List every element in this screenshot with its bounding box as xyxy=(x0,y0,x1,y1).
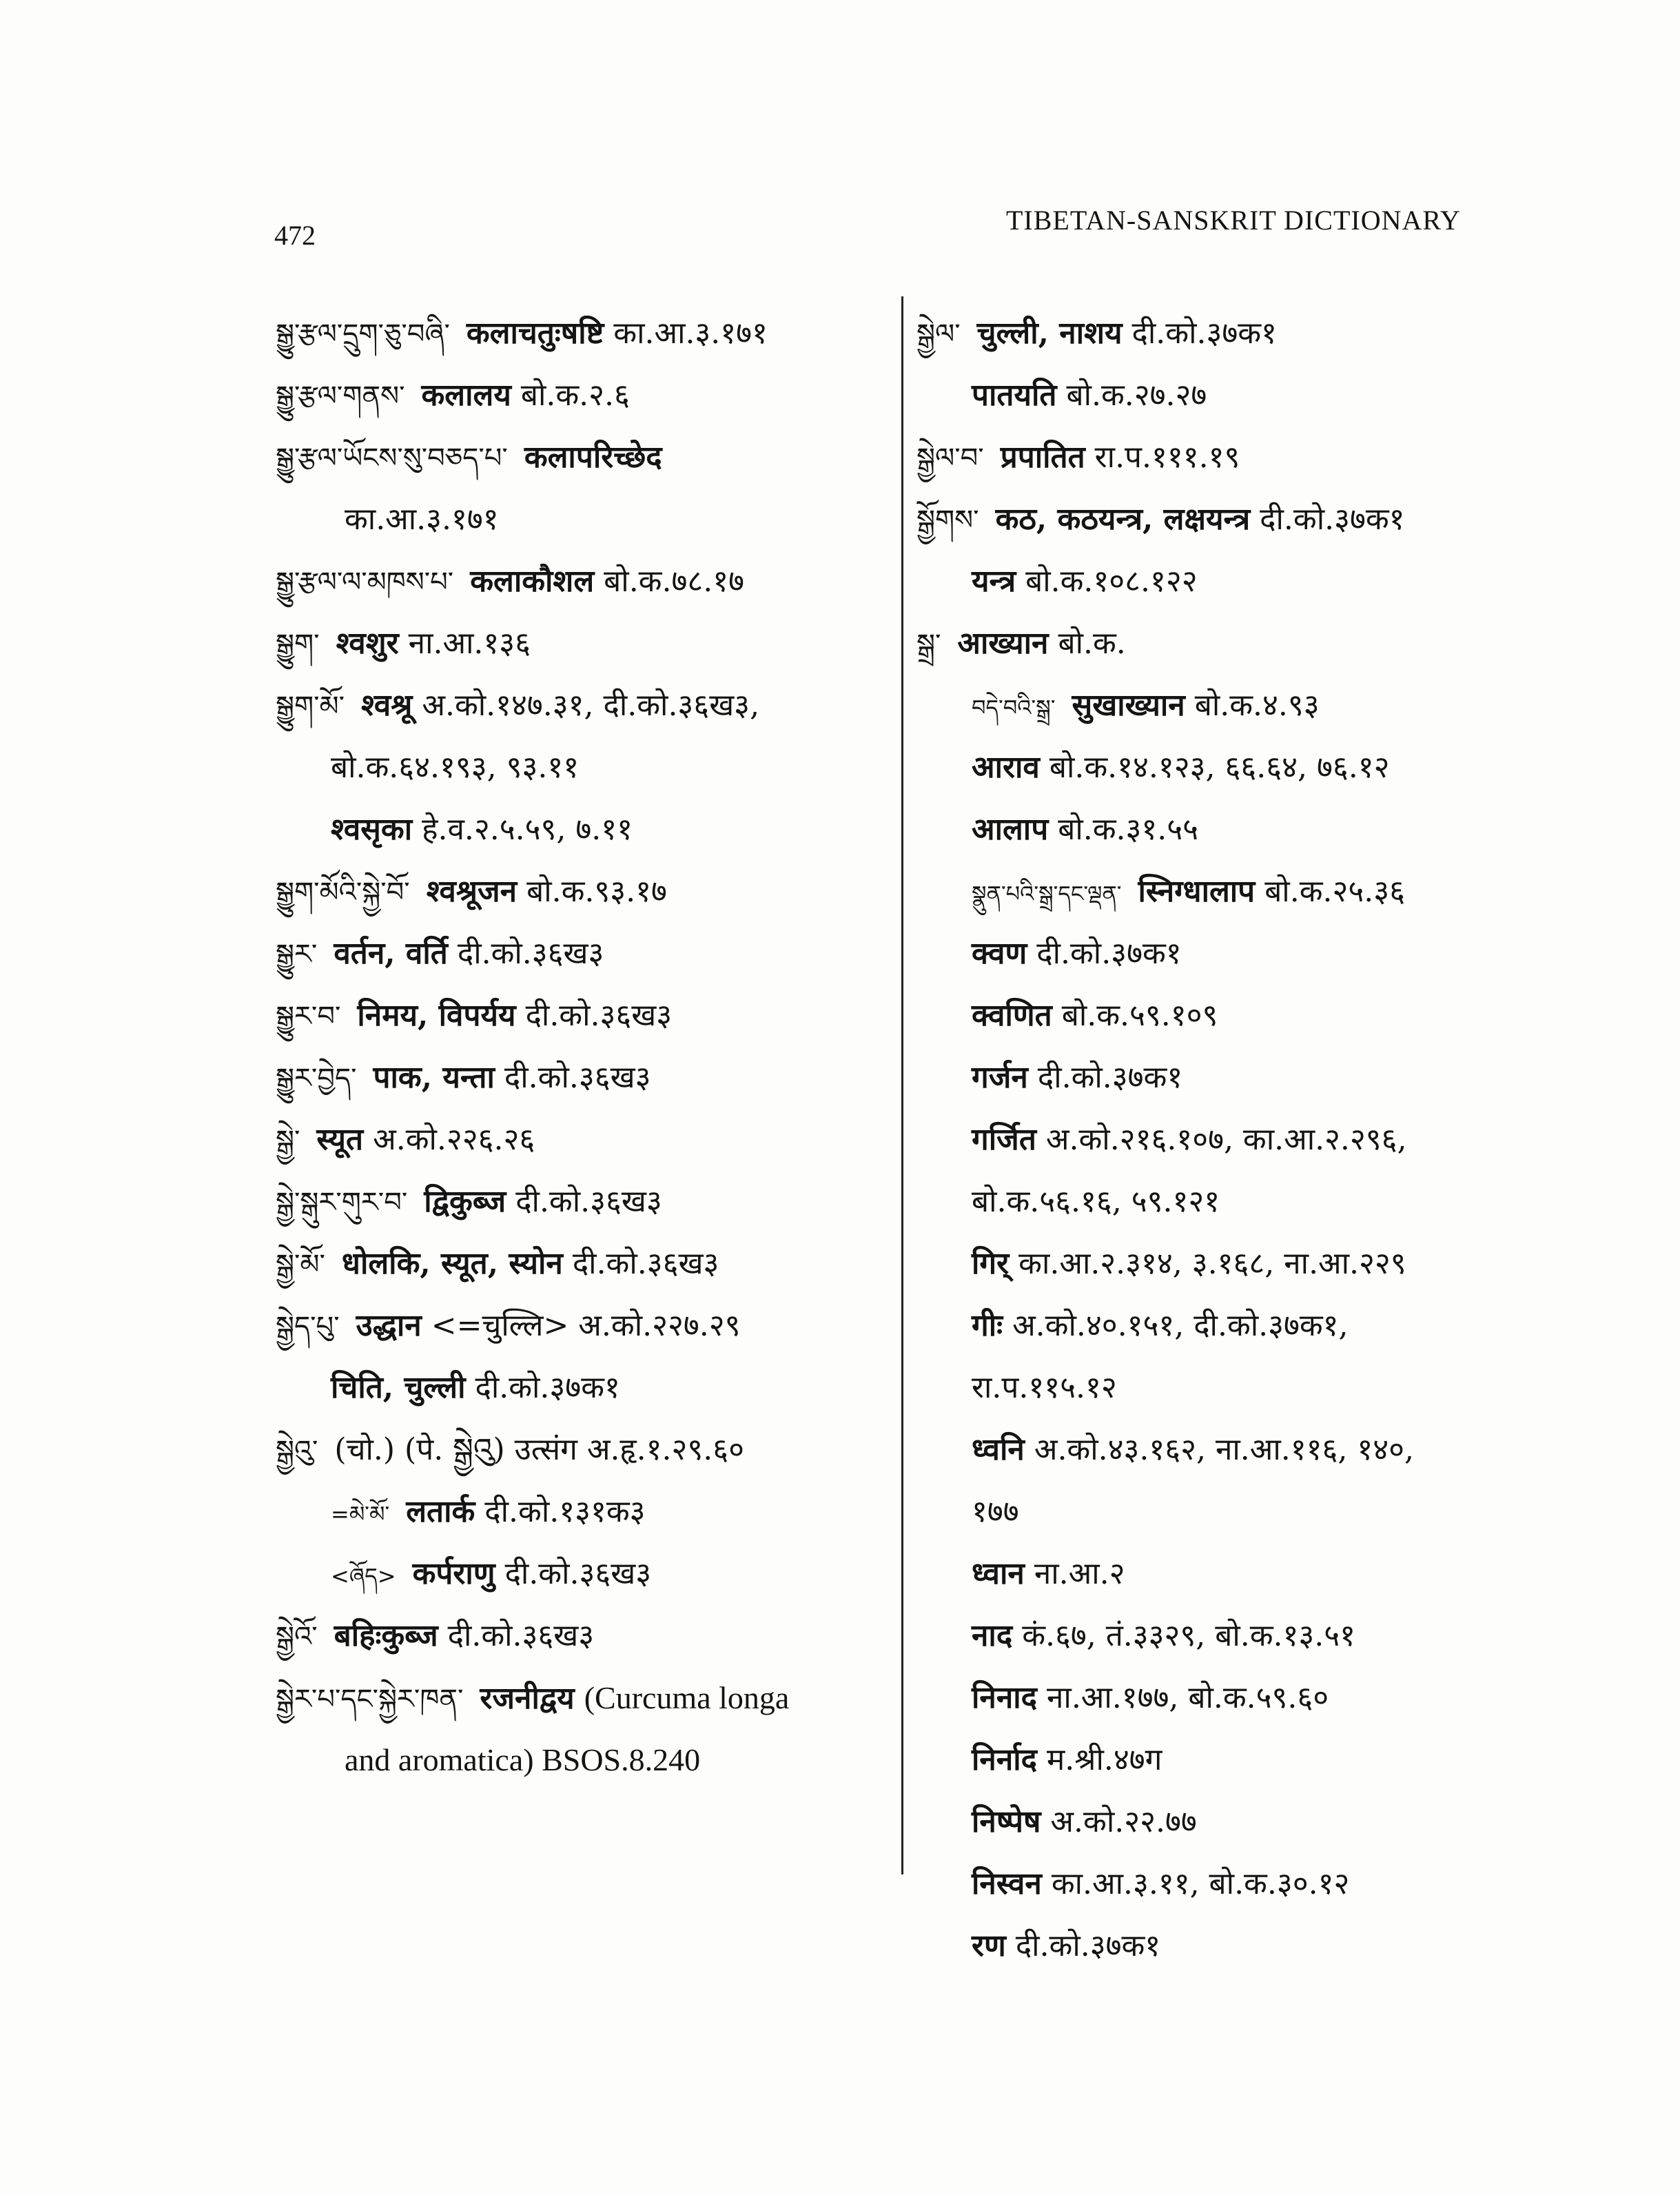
tibetan-headword: སྒྱེ་ xyxy=(276,1125,300,1156)
reference: <=चुल्लि> अ.को.२२७.२९ xyxy=(431,1308,741,1343)
sanskrit-term: उद्धान xyxy=(356,1308,422,1343)
entry-line xyxy=(276,1119,882,1181)
tibetan-headword: སྒྱེའོ་ xyxy=(276,1621,318,1653)
entry-line xyxy=(916,1491,1537,1553)
reference: हे.व.२.५.५९, ७.११ xyxy=(422,812,633,847)
entry-line xyxy=(276,499,882,561)
reference: म.श्री.४७ग xyxy=(1047,1742,1162,1777)
reference: दी.को.३६ख३ xyxy=(447,1618,595,1653)
entry-line xyxy=(276,1305,882,1367)
sanskrit-term: चुल्ली, नाशय xyxy=(976,316,1123,351)
reference: दी.को.३७क१ xyxy=(475,1370,620,1405)
reference: अ.को.२२.७७ xyxy=(1050,1804,1197,1839)
reference: बो.क.१०८.१२२ xyxy=(1025,564,1198,599)
reference: and aromatica) BSOS.8.240 xyxy=(345,1742,701,1777)
reference: बो.क.७८.१७ xyxy=(604,564,744,599)
sanskrit-term: यन्त्र xyxy=(972,564,1016,599)
reference: अ.को.२२६.२६ xyxy=(373,1122,535,1157)
tibetan-headword: སྒྲ་ xyxy=(916,629,941,660)
entry-line xyxy=(916,1677,1537,1739)
sanskrit-term: निमय, विपर्यय xyxy=(357,998,516,1033)
reference: बो.क. xyxy=(1058,626,1126,661)
reference: बो.क.९३.१७ xyxy=(526,874,667,909)
tibetan-headword: སྒྱུ་རྩལ་དྲུག་ཅུ་བཞི་ xyxy=(276,318,450,350)
tibetan-headword: སྒྱུར་ xyxy=(276,939,318,970)
reference: कं.६७, तं.३३२९, बो.क.१३.५१ xyxy=(1022,1618,1356,1653)
reference: दी.को.३७क१ xyxy=(1015,1928,1161,1963)
tibetan-headword: སྒྱེ་སྒུར་གུར་བ་ xyxy=(276,1187,408,1218)
entry-line xyxy=(276,809,882,871)
entry-line xyxy=(276,1739,882,1801)
entry-line xyxy=(276,437,882,499)
entry-line xyxy=(916,1863,1537,1925)
reference: दी.को.३७क१ xyxy=(1037,1060,1183,1095)
sanskrit-term: बहिःकुब्ज xyxy=(334,1618,438,1653)
sanskrit-term: गर्जित xyxy=(972,1122,1036,1157)
sanskrit-term: आख्यान xyxy=(957,626,1049,661)
sanskrit-term: निष्पेष xyxy=(972,1804,1041,1839)
reference: (Curcuma longa xyxy=(584,1680,790,1715)
running-title: TIBETAN-SANSKRIT DICTIONARY xyxy=(1006,205,1461,236)
sanskrit-term: गीः xyxy=(972,1308,1003,1343)
reference: बो.क.२.६ xyxy=(520,378,630,413)
entry-line xyxy=(916,1181,1537,1243)
entry-line xyxy=(916,437,1537,499)
reference: का.आ.३.१७१ xyxy=(613,316,768,351)
sanskrit-term: नाद xyxy=(972,1618,1013,1653)
tibetan-headword: སྒྱོགས་ xyxy=(916,504,979,536)
sanskrit-term: क्वणित xyxy=(972,998,1052,1033)
sanskrit-term: रजनीद्वय xyxy=(480,1681,575,1716)
sanskrit-term: पाक, यन्ता xyxy=(373,1060,495,1095)
entry-line xyxy=(916,313,1537,375)
reference: अ.को.१४७.३१, दी.को.३६ख३, xyxy=(422,688,760,723)
tibetan-headword: སྒྱེའུ་ xyxy=(276,1435,318,1467)
sanskrit-term: द्विकुब्ज xyxy=(424,1184,506,1219)
reference: ना.आ.२ xyxy=(1034,1556,1125,1591)
reference: बो.क.६४.१९३, ९३.११ xyxy=(331,750,580,785)
entry-line xyxy=(276,1553,882,1615)
entry-line xyxy=(916,1367,1537,1429)
sanskrit-term: श्वसृका xyxy=(331,812,413,847)
left-column xyxy=(276,313,882,1801)
sanskrit-term: आलाप xyxy=(972,812,1049,847)
sanskrit-term: कर्पराणु xyxy=(412,1556,495,1591)
reference: बो.क.२७.२७ xyxy=(1066,378,1207,413)
tibetan-headword: སྒྱེ་མོ་ xyxy=(276,1249,325,1280)
reference: अ.को.४०.१५१, दी.को.३७क१, xyxy=(1012,1308,1349,1343)
sanskrit-term: क्वण xyxy=(972,936,1027,971)
sanskrit-term: गिर् xyxy=(972,1246,1010,1281)
sanskrit-term: कलाकौशल xyxy=(470,564,595,599)
right-column xyxy=(916,313,1537,1987)
sanskrit-term: लतार्क xyxy=(406,1494,475,1529)
entry-line xyxy=(916,1305,1537,1367)
entry-line xyxy=(276,995,882,1057)
reference: बो.क.५९.१०९ xyxy=(1061,998,1218,1033)
reference: रा.प.१११.१९ xyxy=(1094,440,1240,475)
tibetan-headword: སྒྱེད་པུ་ xyxy=(276,1311,340,1342)
sanskrit-term: गर्जन xyxy=(972,1060,1028,1095)
reference: अ.को.४३.१६२, ना.आ.११६, १४०, xyxy=(1034,1432,1414,1467)
sanskrit-term: निर्नाद xyxy=(972,1742,1037,1777)
entry-line xyxy=(916,1429,1537,1491)
reference: दी.को.३७क१ xyxy=(1260,502,1405,537)
entry-line xyxy=(276,1057,882,1119)
tibetan-headword: སྒྱུག་མོའི་སྐྱེ་བོ་ xyxy=(276,877,410,908)
sanskrit-term: निस्वन xyxy=(972,1866,1042,1901)
reference: दी.को.३७क१ xyxy=(1036,936,1182,971)
sanskrit-term: कठ, कठयन्त्र, लक्षयन्त्र xyxy=(995,502,1251,537)
entry-line xyxy=(916,747,1537,809)
reference: बो.क.३१.५५ xyxy=(1058,812,1198,847)
sanskrit-term: वर्तन, वर्ति xyxy=(334,936,448,971)
sanskrit-term: कलाचतुःषष्टि xyxy=(466,316,604,351)
tibetan-headword: སྒྱེལ་བ་ xyxy=(916,442,984,474)
tibetan-headword: སྒྱུ་རྩལ་ཡོངས་སུ་བཅད་པ་ xyxy=(276,442,508,474)
reference: ना.आ.१३६ xyxy=(408,626,531,661)
reference: दी.को.३६ख३ xyxy=(525,998,673,1033)
sanskrit-term: स्यूत xyxy=(316,1122,364,1157)
reference: का.आ.३.११, बो.क.३०.१२ xyxy=(1051,1866,1350,1901)
sanskrit-term: धोलकि, स्यूत, स्योन xyxy=(341,1246,563,1281)
entry-line xyxy=(276,933,882,995)
sanskrit-term: आराव xyxy=(972,750,1040,785)
sanskrit-term: सुखाख्यान xyxy=(1072,688,1185,723)
column-divider xyxy=(901,296,903,1874)
reference: दी.को.३७क१ xyxy=(1131,316,1277,351)
entry-line xyxy=(276,623,882,685)
reference: दी.को.३६ख३ xyxy=(572,1246,719,1281)
tibetan-subword: =མེ་མོ་ xyxy=(331,1501,390,1527)
entry-line xyxy=(916,1553,1537,1615)
sanskrit-term: रण xyxy=(972,1928,1006,1963)
entry-line xyxy=(276,1181,882,1243)
sanskrit-term: श्वश्रूजन xyxy=(426,874,518,909)
sanskrit-term: पातयति xyxy=(972,378,1057,413)
reference: का.आ.२.३१४, ३.१६८, ना.आ.२२९ xyxy=(1018,1246,1406,1281)
tibetan-subword: <ཞོད> xyxy=(331,1563,396,1589)
sanskrit-term: ध्वनि xyxy=(972,1432,1025,1467)
entry-line xyxy=(916,1801,1537,1863)
tibetan-headword: སྒྱུ་རྩལ་གནས་ xyxy=(276,380,405,412)
tibetan-subword: སྣུན་པའི་སྒྲ་དང་ལྡན་ xyxy=(972,881,1122,907)
entry-line xyxy=(916,623,1537,685)
tibetan-headword: སྒྱེར་པ་དང་སྐྱེར་ཁན་ xyxy=(276,1684,464,1715)
reference: अ.को.२१६.१०७, का.आ.२.२९६, xyxy=(1045,1122,1407,1157)
reference: दी.को.३६ख३ xyxy=(457,936,604,971)
entry-line xyxy=(276,375,882,437)
entry-line xyxy=(916,375,1537,437)
entry-line xyxy=(276,1367,882,1429)
sanskrit-term: स्निग्धालाप xyxy=(1138,874,1256,909)
entry-line xyxy=(276,1615,882,1677)
entry-line xyxy=(916,995,1537,1057)
tibetan-headword: སྒྱུར་བ་ xyxy=(276,1001,341,1032)
tibetan-headword: སྒྱུར་བྱེད་ xyxy=(276,1063,357,1094)
entry-line xyxy=(916,685,1537,747)
sanskrit-term: कलापरिच्छेद xyxy=(524,440,662,475)
sanskrit-term: चिति, चुल्ली xyxy=(331,1370,466,1405)
reference: ना.आ.१७७, बो.क.५९.६० xyxy=(1047,1680,1329,1715)
reference: बो.क.२५.३६ xyxy=(1264,874,1405,909)
entry-line xyxy=(276,871,882,933)
entry-line xyxy=(276,1429,882,1491)
entry-line xyxy=(276,561,882,623)
entry-line xyxy=(916,809,1537,871)
sanskrit-term: प्रपातित xyxy=(1000,440,1085,475)
reference: बो.क.५६.१६, ५९.१२१ xyxy=(972,1184,1220,1219)
entry-line xyxy=(916,933,1537,995)
entry-line xyxy=(276,1677,882,1739)
tibetan-headword: སྒྱུག་མོ་ xyxy=(276,691,345,722)
tibetan-headword: སྒྱེལ་ xyxy=(916,318,961,350)
reference: का.आ.३.१७१ xyxy=(345,502,499,537)
entry-line xyxy=(916,1739,1537,1801)
entry-line xyxy=(916,1057,1537,1119)
reference: दी.को.१३१क३ xyxy=(484,1494,646,1529)
tibetan-headword: སྒྱུག་ xyxy=(276,629,320,660)
page-number: 472 xyxy=(274,220,316,251)
sanskrit-term: श्वश्रू xyxy=(361,688,413,723)
entry-line xyxy=(916,561,1537,623)
entry-line xyxy=(916,1119,1537,1181)
entry-line xyxy=(916,1243,1537,1305)
entry-line xyxy=(916,871,1537,933)
entry-line xyxy=(276,1491,882,1553)
tibetan-subword: བདེ་བའི་སྒྲ་ xyxy=(972,695,1056,721)
sanskrit-term: निनाद xyxy=(972,1680,1037,1715)
reference: दी.को.३६ख३ xyxy=(515,1184,662,1219)
reference: बो.क.४.९३ xyxy=(1194,688,1320,723)
reference: (चो.) (पे. སྒྱེའུ) उत्संग अ.हृ.१.२९.६० xyxy=(334,1432,744,1467)
reference: बो.क.१४.१२३, ६६.६४, ७६.१२ xyxy=(1049,750,1390,785)
reference: दी.को.३६ख३ xyxy=(504,1556,652,1591)
tibetan-headword: སྒྱུ་རྩལ་ལ་མཁས་པ་ xyxy=(276,566,454,598)
reference: दी.को.३६ख३ xyxy=(504,1060,651,1095)
entry-line xyxy=(276,747,882,809)
entry-line xyxy=(276,685,882,747)
entry-line xyxy=(916,1925,1537,1987)
entry-line xyxy=(916,499,1537,561)
sanskrit-term: ध्वान xyxy=(972,1556,1025,1591)
entry-line xyxy=(276,1243,882,1305)
reference: १७७ xyxy=(972,1494,1019,1529)
entry-line xyxy=(916,1615,1537,1677)
sanskrit-term: श्वशुर xyxy=(336,626,399,661)
reference: रा.प.११५.१२ xyxy=(972,1370,1117,1405)
entry-line xyxy=(276,313,882,375)
sanskrit-term: कलालय xyxy=(421,378,511,413)
